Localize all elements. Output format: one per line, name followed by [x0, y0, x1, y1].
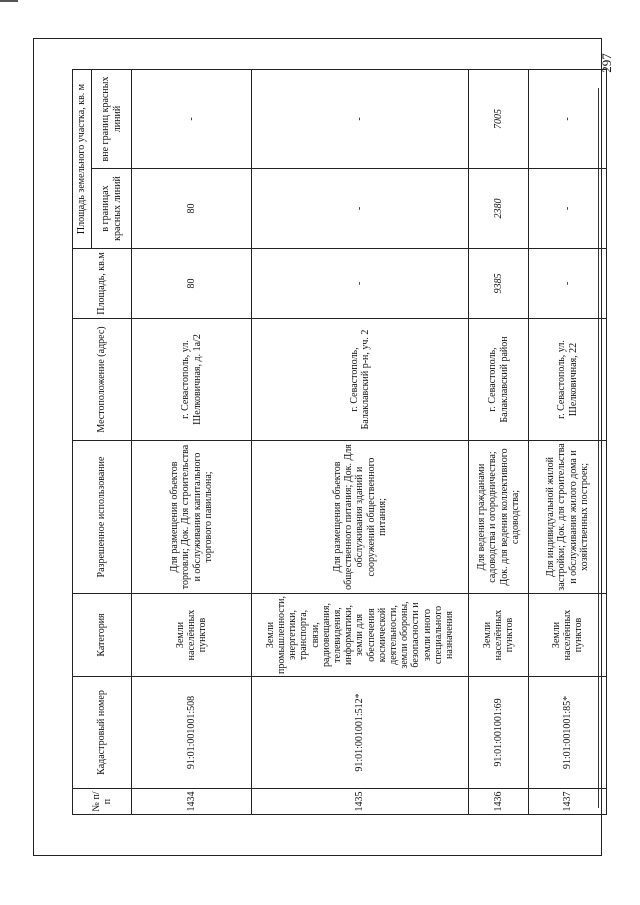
- header-num: № п/п: [73, 789, 132, 815]
- page-number: 297: [599, 53, 614, 73]
- row-area: 9385: [469, 249, 529, 319]
- row-location: г. Севастополь, ул. Шелковичная, д. 1а/2: [132, 319, 252, 441]
- row-area: -: [252, 249, 469, 319]
- row-within: 80: [132, 169, 252, 249]
- row-usage: Для размещения объектов торговли; Док. Для строительства и обслуживания капитального торгового павильона;: [132, 441, 252, 594]
- row-category: Земли населённых пунктов: [132, 594, 252, 677]
- row-usage: Для размещения объектов общественного питания; Док. Для обслуживания зданий и сооружений общественного питания;: [252, 441, 469, 594]
- row-location: г. Севастополь, Балаклавский район: [469, 319, 529, 441]
- row-area: -: [529, 249, 607, 319]
- row-location: г. Севастополь, Балаклавский р-н, уч. 2: [252, 319, 469, 441]
- table-row: [469, 70, 529, 815]
- header-outside: вне границ красных линий: [92, 70, 132, 169]
- row-num: 1437: [529, 789, 607, 815]
- header-category: Категория: [73, 594, 132, 677]
- row-outside: -: [529, 70, 607, 169]
- row-location: г. Севастополь, ул. Шелковичная, 22: [529, 319, 607, 441]
- row-num: 1436: [469, 789, 529, 815]
- header-usage: Разрешенное использование: [73, 441, 132, 594]
- header-area: Площадь, кв.м: [73, 249, 132, 319]
- row-category: Земли населённых пунктов: [529, 594, 607, 677]
- land-registry-table: [72, 69, 607, 815]
- row-within: 2380: [469, 169, 529, 249]
- header-within: в границах красных линий: [92, 169, 132, 249]
- row-cadastral: 91:01:001001:512*: [252, 677, 469, 789]
- row-outside: -: [252, 70, 469, 169]
- header-cadastral: Кадастровый номер: [73, 677, 132, 789]
- row-category: Земли промышленности, энергетики, транспорта, связи, радиовещания, телевидения, информатики, земли для обеспечения космической деятельности, земли обороны, безопасности и земли иного специального назначения: [252, 594, 469, 677]
- row-outside: 7005: [469, 70, 529, 169]
- corner-mark: [0, 0, 18, 2]
- row-within: -: [252, 169, 469, 249]
- row-cadastral: 91:01:001001:508: [132, 677, 252, 789]
- table-row: [529, 70, 607, 815]
- header-land-area-group: Площадь земельного участка, кв. м: [73, 70, 92, 249]
- row-outside: -: [132, 70, 252, 169]
- row-num: 1435: [252, 789, 469, 815]
- registry-table-rotated: [72, 70, 606, 815]
- row-usage: Для индивидуальной жилой застройки; Док. для строительства и обслуживания жилого дома и хозяйственных построек;: [529, 441, 607, 594]
- table-row: [252, 70, 469, 815]
- header-location: Местоположение (адрес): [73, 319, 132, 441]
- row-num: 1434: [132, 789, 252, 815]
- row-cadastral: 91:01:001001:85*: [529, 677, 607, 789]
- row-within: -: [529, 169, 607, 249]
- row-area: 80: [132, 249, 252, 319]
- row-cadastral: 91:01:001001:69: [469, 677, 529, 789]
- row-category: Земли населённых пунктов: [469, 594, 529, 677]
- row-usage: Для ведения гражданами садоводства и огородничества; Док. для ведения коллективного садоводства;: [469, 441, 529, 594]
- table-row: [132, 70, 252, 815]
